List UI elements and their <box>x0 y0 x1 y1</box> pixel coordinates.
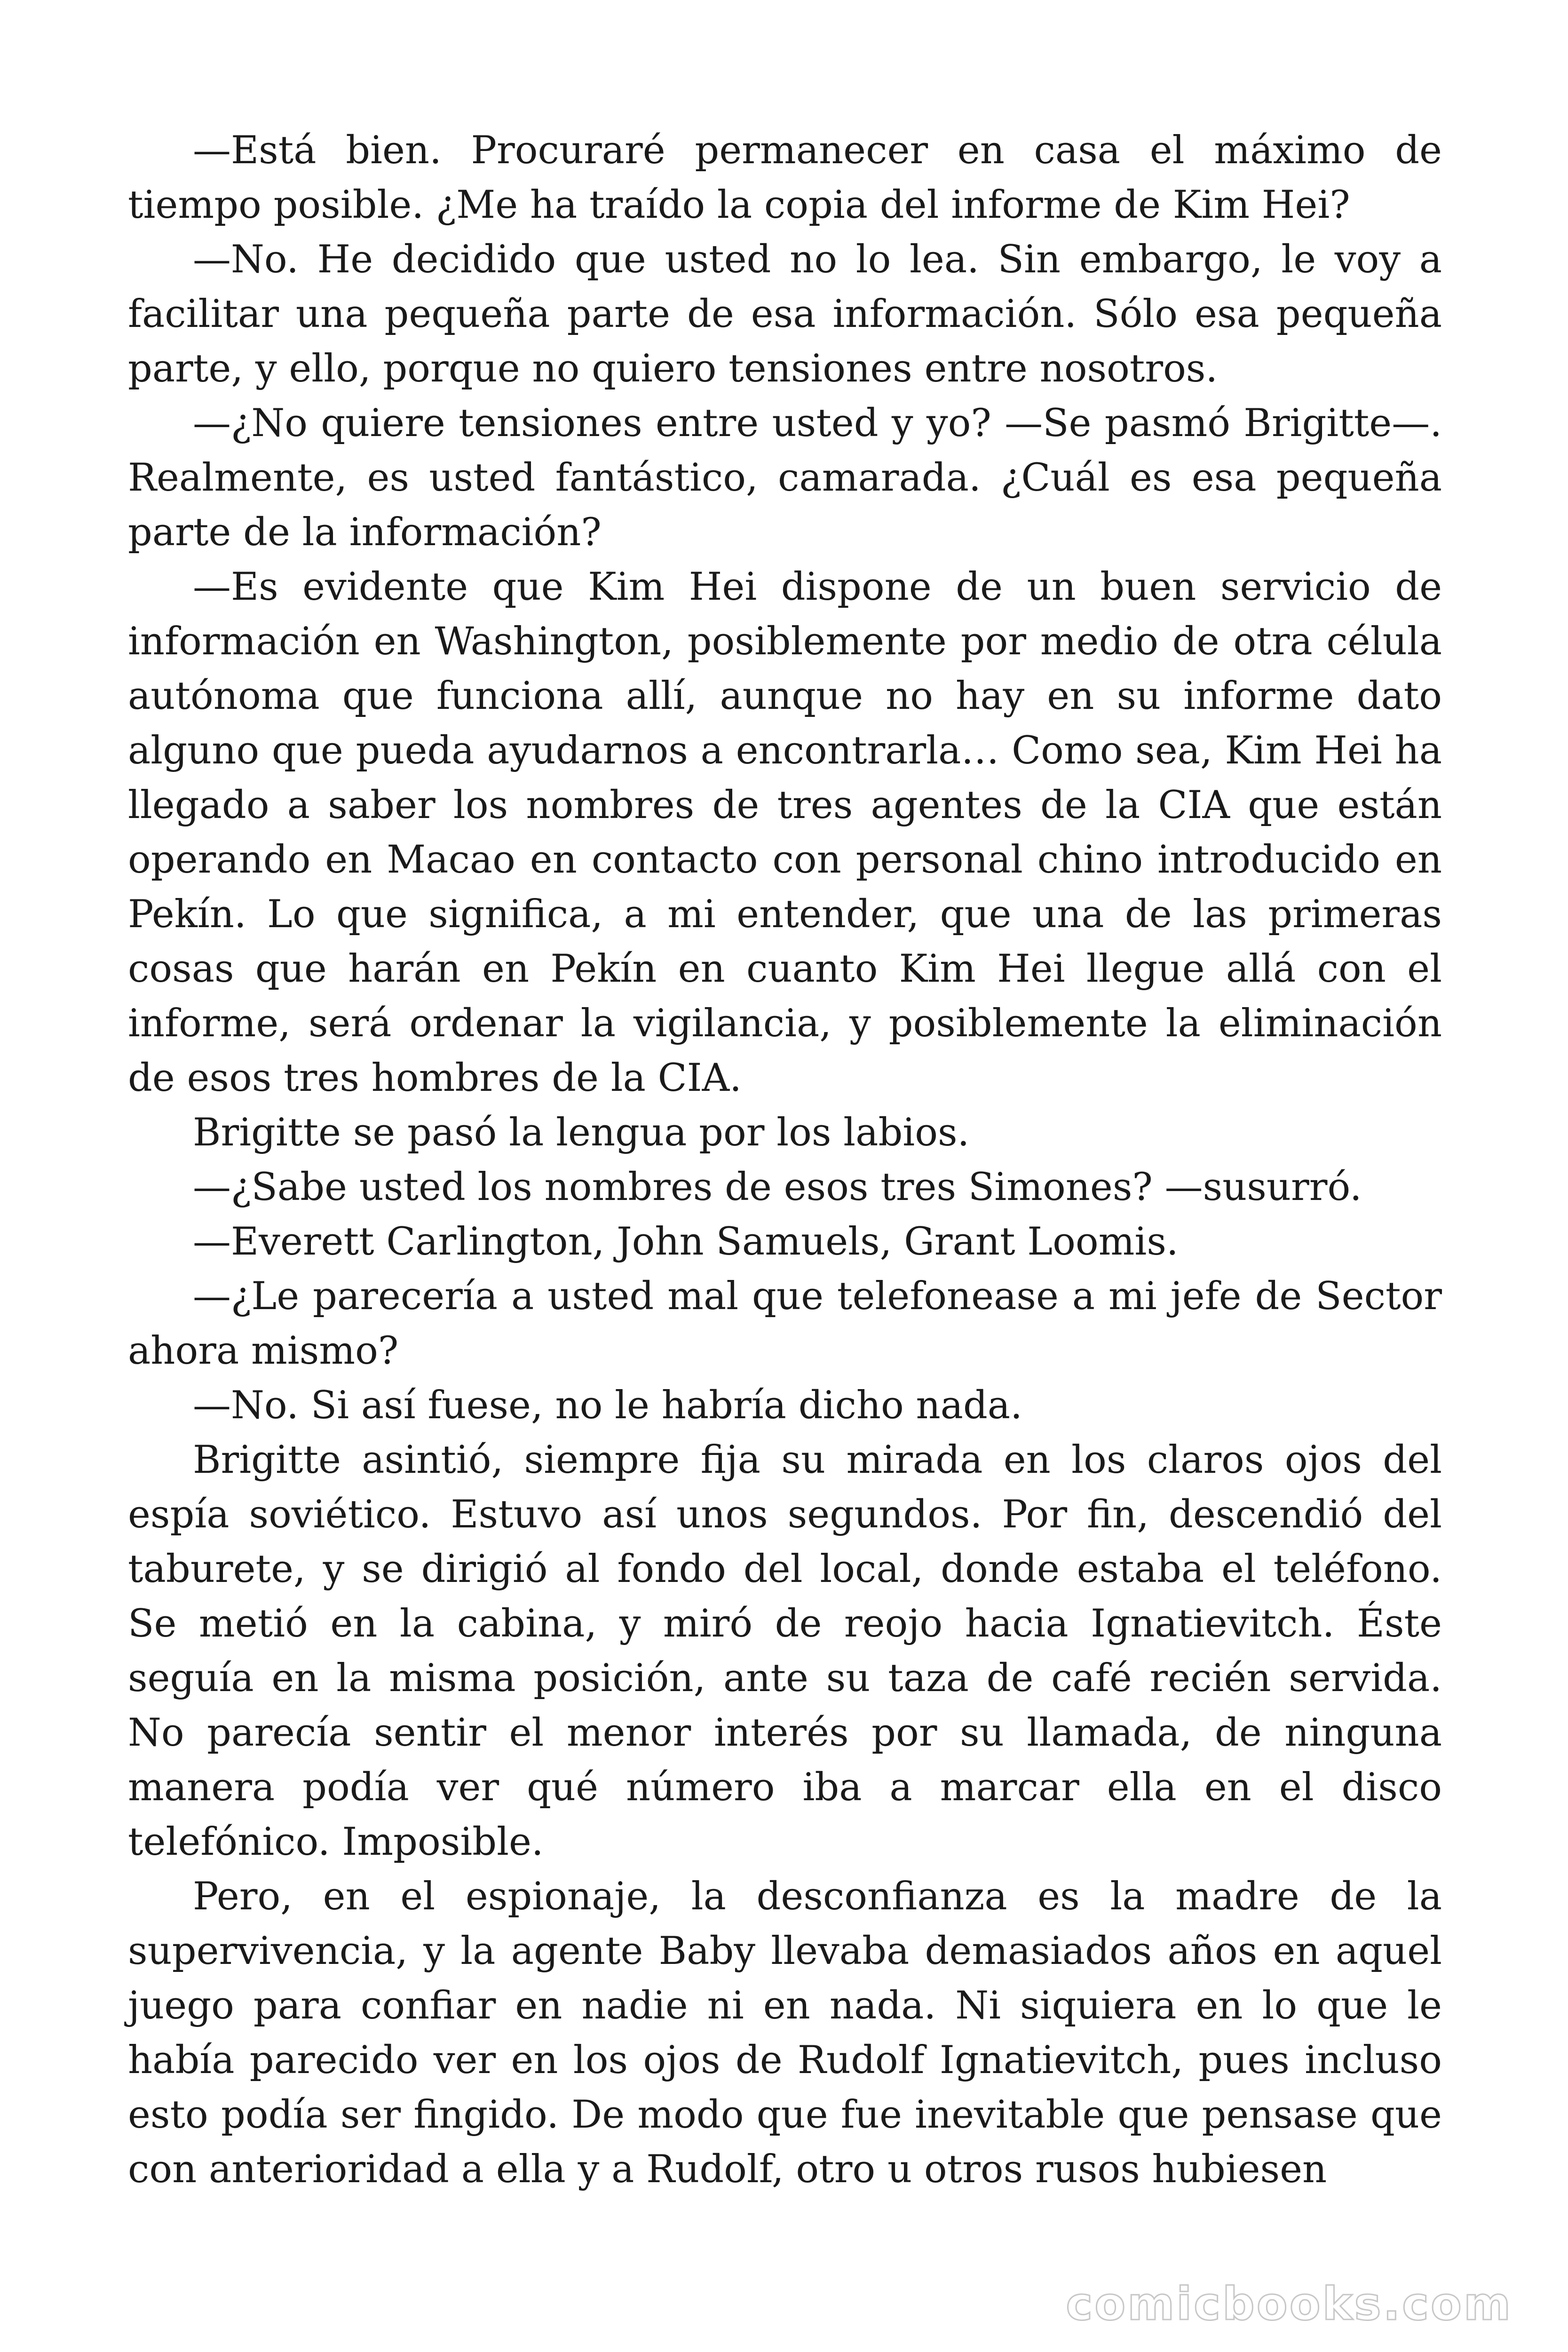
paragraph: Brigitte asintió, siempre fija su mirada en los claros ojos del espía soviético. Estuvo así unos segundos. Por fin, descendió del taburete, y se dirigió al fondo del local, donde estaba el teléfono. Se metió en la cabina, y miró de reojo hacia Ignatievitch. Éste seguía en la misma posición, ante su taza de café recién servida. No parecía sentir el menor interés por su llamada, de ninguna manera podía ver qué número iba a marcar ella en el disco telefónico. Imposible. <box>128 1438 1442 1864</box>
paragraph: —No. Si así fuese, no le habría dicho nada. <box>193 1383 1022 1428</box>
paragraph: Brigitte se pasó la lengua por los labios. <box>193 1111 970 1155</box>
paragraph: —Everett Carlington, John Samuels, Grant Loomis. <box>193 1220 1179 1264</box>
paragraph: —Es evidente que Kim Hei dispone de un buen servicio de información en Washington, posiblemente por medio de otra célula autónoma que funciona allí, aunque no hay en su informe dato alguno que pueda ayudarnos a encontrarla… Como sea, Kim Hei ha llegado a saber los nombres de tres agentes de la CIA que están operando en Macao en contacto con personal chino introducido en Pekín. Lo que significa, a mi entender, que una de las primeras cosas que harán en Pekín en cuanto Kim Hei llegue allá con el informe, será ordenar la vigilancia, y posiblemente la eliminación de esos tres hombres de la CIA. <box>128 565 1442 1100</box>
paragraph: —¿No quiere tensiones entre usted y yo? —Se pasmó Brigitte—. Realmente, es usted fantástico, camarada. ¿Cuál es esa pequeña parte de la información? <box>128 401 1442 555</box>
paragraph: —Está bien. Procuraré permanecer en casa el máximo de tiempo posible. ¿Me ha traído la copia del informe de Kim Hei? <box>128 128 1442 227</box>
watermark: comicbooks.com <box>1066 2278 1513 2330</box>
paragraph: —No. He decidido que usted no lo lea. Sin embargo, le voy a facilitar una pequeña parte de esa información. Sólo esa pequeña parte, y ello, porque no quiero tensiones entre nosotros. <box>128 238 1442 391</box>
document-page <box>128 123 1442 2231</box>
document-body <box>128 123 1442 2197</box>
paragraph: Pero, en el espionaje, la desconfianza es la madre de la supervivencia, y la agente Baby llevaba demasiados años en aquel juego para confiar en nadie ni en nada. Ni siquiera en lo que le había parecido ver en los ojos de Rudolf Ignatievitch, pues incluso esto podía ser fingido. De modo que fue inevitable que pensase que con anterioridad a ella y a Rudolf, otro u otros rusos hubiesen <box>128 1875 1442 2192</box>
paragraph: —¿Le parecería a usted mal que telefonease a mi jefe de Sector ahora mismo? <box>128 1274 1442 1373</box>
paragraph: —¿Sabe usted los nombres de esos tres Simones? —susurró. <box>193 1165 1362 1209</box>
